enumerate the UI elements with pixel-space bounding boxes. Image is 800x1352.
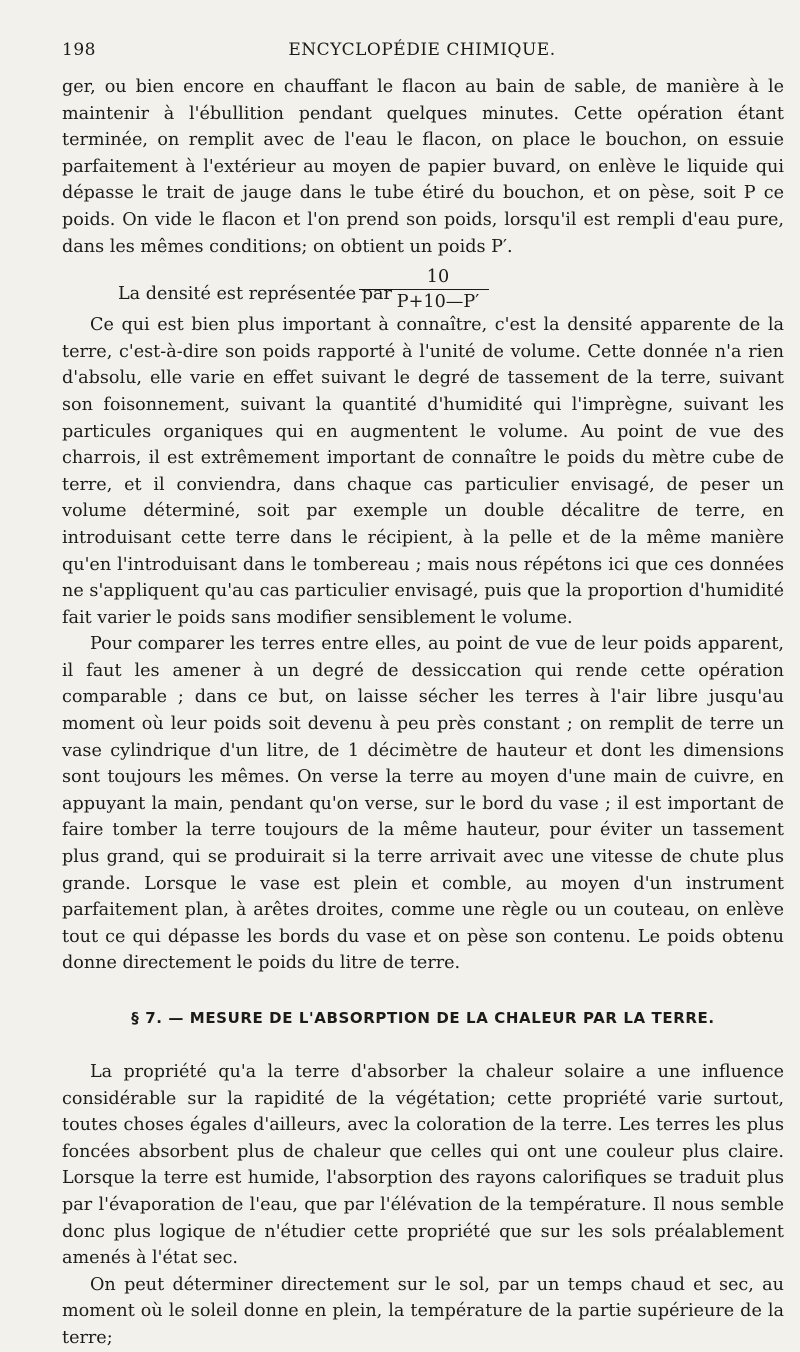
paragraph-comparison: Pour comparer les terres entre elles, au point de vue de leur poids apparent, il faut les amener à un degré de dessiccation qui rende cette opération comparable ; dans ce but, on laisse sécher les terres à l'air libre jusqu'au moment où leur poids soit devenu à peu près constant ; on remplit de terre un vase cylindrique d'un litre, de 1 décimètre de hauteur et dont les dimensions sont toujours les mêmes. On verse la terre au moyen d'une main de cuivre, en appuyant la main, pendant qu'on verse, sur le bord du vase ; il est important de faire tomber la terre toujours de la même hauteur, pour éviter un tassement plus grand, qui se produirait si la terre arrivait avec une vitesse de chute plus grande. Lorsque le vase est plein et comble, au moyen d'un instrument parfaitement plan, à arêtes droites, comme une règle ou un couteau, on enlève tout ce qui dépasse les bords du vase et on pèse son contenu. Le poids obtenu donne directement le poids du litre de terre. bbox=[62, 634, 784, 974]
paragraph-apparent-density: Ce qui est bien plus important à connaître, c'est la densité apparente de la terre, c'est-à-dire son poids rapporté à l'unité de volume. Cette donnée n'a rien d'absolu, elle varie en effet suivant le degré de tassement de la terre, suivant son foisonnement, suivant la quantité d'humidité qui l'imprègne, suivant les particules organiques qui en augmentent le volume. Au point de vue des charrois, il est extrêmement important de connaître le poids du mètre cube de terre, et il conviendra, dans chaque cas particulier envisagé, de peser un volume déterminé, soit par exemple un double décalitre de terre, en introduisant cette terre dans le récipient, à la pelle et de la même manière qu'en l'introduisant dans le tombereau ; mais nous répétons ici que ces données ne s'appliquent qu'au cas particulier envisagé, puis que la proportion d'humidité fait varier le poids sans modifier sensiblement le volume. bbox=[62, 315, 784, 628]
section-heading: § 7. — MESURE DE L'ABSORPTION DE LA CHALEUR PAR LA TERRE. bbox=[131, 1009, 715, 1027]
page-header bbox=[62, 40, 782, 66]
paragraph-heat-absorption: La propriété qu'a la terre d'absorber la chaleur solaire a une influence considérable sur la rapidité de la végétation; cette propriété varie surtout, toutes choses égales d'ailleurs, avec la coloration de la terre. Les terres les plus foncées absorbent plus de chaleur que celles qui ont une couleur plus claire. Lorsque la terre est humide, l'absorption des rayons calorifiques se traduit plus par l'évaporation de l'eau, que par l'élévation de la température. Il nous semble donc plus logique de n'étudier cette propriété que sur les sols préalablement amenés à l'état sec. bbox=[62, 1062, 784, 1269]
fraction-denominator: P+10—P′ bbox=[396, 292, 480, 313]
paragraph-continuation: ger, ou bien encore en chauffant le flacon au bain de sable, de manière à le maintenir à l'ébullition pendant quelques minutes. Cette opération étant terminée, on remplit avec de l'eau le flacon, on place le bouchon, on essuie parfaitement à l'extérieur au moyen de papier buvard, on enlève le liquide qui dépasse le trait de jauge dans le tube étiré du bouchon, et on pèse, soit P ce poids. On vide le flacon et l'on prend son poids, lorsqu'il est rempli d'eau pure, dans les mêmes conditions; on obtient un poids P′. bbox=[62, 77, 784, 257]
page-number: 198 bbox=[62, 40, 96, 60]
fraction-bar bbox=[359, 289, 489, 290]
paragraph-measurement: On peut déterminer directement sur le sol, par un temps chaud et sec, au moment où le soleil donne en plein, la température de la partie supérieure de la terre; bbox=[62, 1274, 784, 1348]
running-title: ENCYCLOPÉDIE CHIMIQUE. bbox=[288, 40, 556, 60]
top-text-block bbox=[62, 74, 784, 977]
density-fraction bbox=[359, 266, 489, 313]
formula-label: La densité est représentée par bbox=[118, 284, 392, 305]
fraction-numerator: 10 bbox=[426, 267, 450, 288]
density-formula bbox=[62, 260, 784, 312]
bottom-text-block bbox=[62, 1059, 784, 1352]
